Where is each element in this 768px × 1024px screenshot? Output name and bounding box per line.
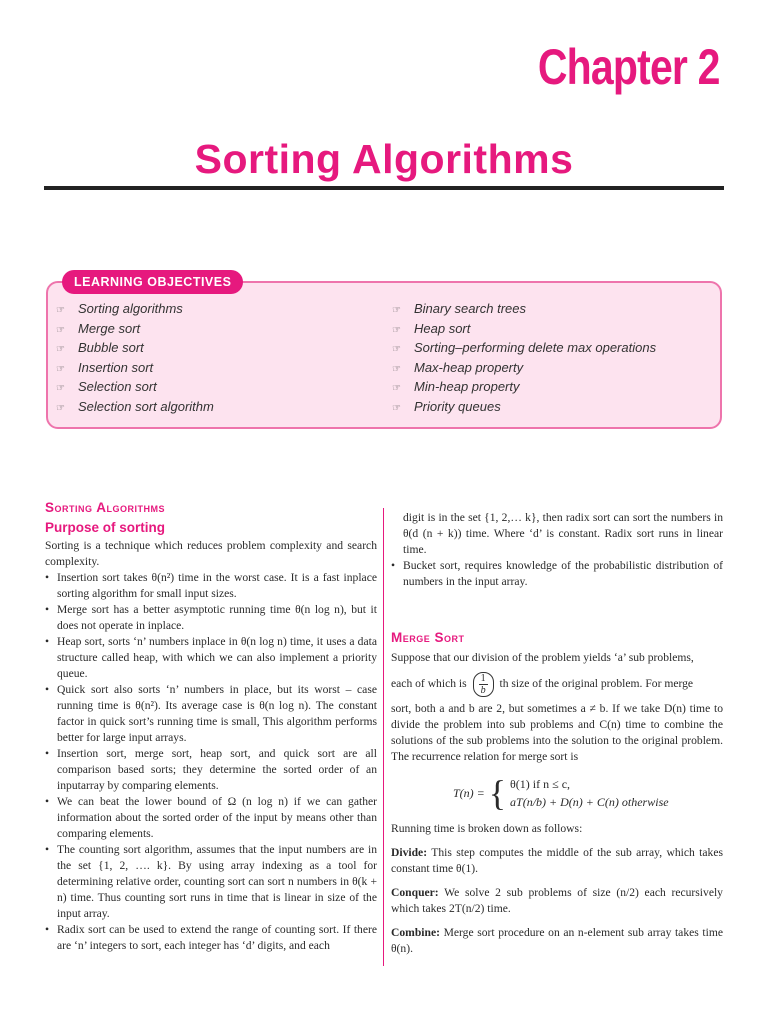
objective-item: ☞ Sorting algorithms [56,299,214,319]
merge-para-2: sort, both a and b are 2, but sometimes a ≠ b. If we take D(n) time to divide the problem into sub problems and C(n) time to combine the solutions of the sub problems into the solution to the original problem. The recurrence relation for merge sort is [391,702,723,763]
objective-item: ☞ Priority queues [392,397,656,417]
list-item: • Heap sort, sorts ‘n’ numbers inplace in θ(n log n) time, it uses a data structure called heap, with which we can also implement a priority queue. [45,634,377,682]
list-item: • Radix sort can be used to extend the range of counting sort. If there are ‘n’ integers to sort, each integer has ‘d’ digits, and each [45,922,377,954]
learning-objectives-label: LEARNING OBJECTIVES [62,270,243,294]
pointing-hand-icon: ☞ [56,383,65,394]
bucket-bullet-list [391,558,723,590]
list-item: • Insertion sort, merge sort, heap sort, and quick sort are all comparison based sorts; they determine the sorted order of an inputarray by comparing elements. [45,746,377,794]
list-item: • Merge sort has a better asymptotic running time θ(n log n), but it does not operate in inplace. [45,602,377,634]
pointing-hand-icon: ☞ [56,305,65,316]
fraction-1-over-b: $\frac{1}{b}$ [473,672,494,697]
subsection-heading-purpose: Purpose of sorting [45,520,166,535]
list-item: • The counting sort algorithm, assumes that the input numbers are in the set {1, 2, …. k}. By using array indexing as a tool for determining relative order, counting sort can sort n numbers in θ(k + n) time. Thus counting sort runs in time that is linear in size of the input array. [45,842,377,922]
sorting-bullet-list [45,570,377,954]
equation-case-1: θ(1) if n ≤ c, [510,777,571,791]
running-time-intro: Running time is broken down as follows: [391,822,583,835]
pointing-hand-icon: ☞ [392,344,401,355]
pointing-hand-icon: ☞ [392,305,401,316]
objective-item: ☞ Binary search trees [392,299,656,319]
list-item: • Bucket sort, requires knowledge of the probabilistic distribution of numbers in the input array. [391,558,723,590]
merge-para-fraction: each of which is $\frac{1}{b}$ th size of the original problem. For merge [391,673,694,696]
pointing-hand-icon: ☞ [56,402,65,414]
merge-para-1: Suppose that our division of the problem yields ‘a’ sub problems, [391,651,694,664]
recurrence-equation: T(n) = { θ(1) if n ≤ c, aT(n/b) + D(n) + C(n) otherwise [453,773,669,813]
section-heading-merge-sort: Merge Sort [391,630,465,645]
pointing-hand-icon: ☞ [392,402,401,414]
objectives-list-right [392,299,656,416]
objective-item: ☞ Bubble sort [56,338,214,358]
pointing-hand-icon: ☞ [392,324,401,336]
objective-item: ☞ Insertion sort [56,358,214,378]
equation-case-2: aT(n/b) + D(n) + C(n) otherwise [510,795,669,809]
list-item: • Insertion sort takes θ(n²) time in the worst case. It is a fast inplace sorting algorithm for small input sizes. [45,570,377,602]
objective-item: ☞ Max-heap property [392,358,656,378]
objective-item: ☞ Selection sort [56,377,214,397]
list-item: • We can beat the lower bound of Ω (n log n) if we can gather information about the sorted order of the input by means other than comparing elements. [45,794,377,842]
pointing-hand-icon: ☞ [392,383,401,394]
pointing-hand-icon: ☞ [56,363,65,375]
pointing-hand-icon: ☞ [392,363,401,375]
radix-continuation: digit is in the set {1, 2,… k}, then radix sort can sort the numbers in θ(d (n + k)) time. Where ‘d’ is constant. Radix sort runs in linear time. [403,511,723,556]
left-column [45,500,377,954]
chapter-number: Chapter 2 [538,39,720,95]
right-column [391,510,723,957]
section-heading-sorting: Sorting Algorithms [45,500,165,515]
intro-paragraph: Sorting is a technique which reduces problem complexity and search complexity. [45,539,377,568]
objective-item: ☞ Sorting–performing delete max operations [392,338,656,358]
objective-item: ☞ Min-heap property [392,377,656,397]
combine-step: Combine: Merge sort procedure on an n-element sub array takes time θ(n). [391,926,723,955]
pointing-hand-icon: ☞ [56,324,65,336]
objective-item: ☞ Selection sort algorithm [56,397,214,417]
objective-item: ☞ Heap sort [392,319,656,339]
pointing-hand-icon: ☞ [56,344,65,355]
list-item: • Quick sort also sorts ‘n’ numbers in place, but its worst – case running time is θ(n²). Its average case is θ(n log n). The constant factor in quick sort’s running time is small, This algorithm performs better for large input arrays. [45,682,377,746]
chapter-title: Sorting Algorithms [194,136,574,182]
title-rule [44,186,724,190]
objective-item: ☞ Merge sort [56,319,214,339]
objectives-list-left [56,299,214,416]
divide-step: Divide: This step computes the middle of the sub array, which takes constant time θ(1). [391,846,723,875]
conquer-step: Conquer: We solve 2 sub problems of size (n/2) each recursively which takes 2T(n/2) time. [391,886,723,915]
column-divider [383,508,384,966]
